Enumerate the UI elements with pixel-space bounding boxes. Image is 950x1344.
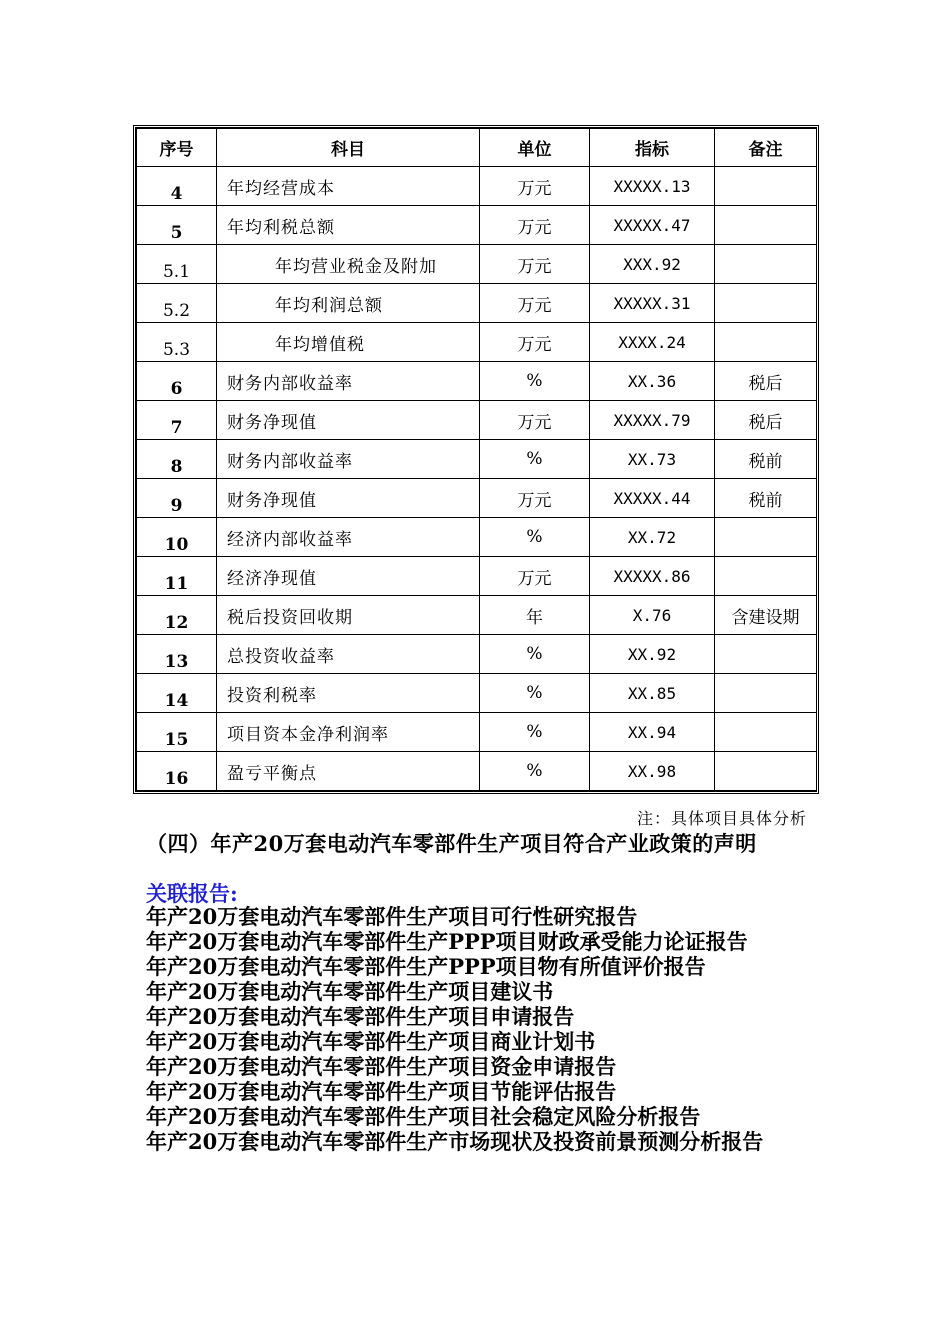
row-value: XX.85 bbox=[590, 674, 715, 713]
row-note bbox=[715, 518, 817, 557]
row-unit: 万元 bbox=[480, 167, 590, 206]
table-row bbox=[137, 557, 817, 596]
row-note: 税后 bbox=[715, 362, 817, 401]
table-row bbox=[137, 167, 817, 206]
row-unit: 万元 bbox=[480, 401, 590, 440]
row-note: 税后 bbox=[715, 401, 817, 440]
row-value: XXX.92 bbox=[590, 245, 715, 284]
row-item-name: 经济内部收益率 bbox=[217, 518, 480, 557]
row-value: XX.94 bbox=[590, 713, 715, 752]
row-unit: 年 bbox=[480, 596, 590, 635]
row-note bbox=[715, 323, 817, 362]
table-header-row bbox=[137, 129, 817, 167]
row-unit: % bbox=[480, 518, 590, 557]
row-value: XX.98 bbox=[590, 752, 715, 791]
row-seq: 6 bbox=[137, 362, 217, 401]
row-unit: % bbox=[480, 674, 590, 713]
related-report-link[interactable]: 年产20万套电动汽车零部件生产PPP项目财政承受能力论证报告 bbox=[146, 929, 748, 954]
related-reports-list bbox=[146, 904, 811, 1154]
row-note bbox=[715, 557, 817, 596]
table-row bbox=[137, 479, 817, 518]
row-item-name: 总投资收益率 bbox=[217, 635, 480, 674]
row-item-name: 财务净现值 bbox=[217, 479, 480, 518]
row-item-name: 经济净现值 bbox=[217, 557, 480, 596]
indicator-table-frame bbox=[133, 125, 819, 794]
row-note: 税前 bbox=[715, 440, 817, 479]
row-seq: 11 bbox=[137, 557, 217, 596]
row-item-name: 盈亏平衡点 bbox=[217, 752, 480, 791]
row-value: XX.36 bbox=[590, 362, 715, 401]
row-seq: 5.3 bbox=[137, 323, 217, 362]
header-value: 指标 bbox=[590, 129, 715, 167]
table-row bbox=[137, 401, 817, 440]
row-seq: 5.2 bbox=[137, 284, 217, 323]
row-value: XX.92 bbox=[590, 635, 715, 674]
table-row bbox=[137, 284, 817, 323]
related-reports-title: 关联报告: bbox=[146, 881, 238, 906]
row-value: XXXXX.31 bbox=[590, 284, 715, 323]
table-row bbox=[137, 596, 817, 635]
table-row bbox=[137, 713, 817, 752]
table-body bbox=[137, 167, 817, 791]
row-value: XXXXX.86 bbox=[590, 557, 715, 596]
row-unit: 万元 bbox=[480, 323, 590, 362]
row-seq: 4 bbox=[137, 167, 217, 206]
row-value: XXXXX.44 bbox=[590, 479, 715, 518]
related-report-link[interactable]: 年产20万套电动汽车零部件生产项目申请报告 bbox=[146, 1004, 575, 1029]
section-heading: （四）年产20万套电动汽车零部件生产项目符合产业政策的声明 bbox=[146, 831, 757, 856]
related-report-link[interactable]: 年产20万套电动汽车零部件生产项目节能评估报告 bbox=[146, 1079, 617, 1104]
row-seq: 8 bbox=[137, 440, 217, 479]
row-item-name: 财务净现值 bbox=[217, 401, 480, 440]
row-value: XX.73 bbox=[590, 440, 715, 479]
table-row bbox=[137, 206, 817, 245]
row-item-name: 项目资本金净利润率 bbox=[217, 713, 480, 752]
header-unit: 单位 bbox=[480, 129, 590, 167]
row-unit: 万元 bbox=[480, 245, 590, 284]
row-seq: 9 bbox=[137, 479, 217, 518]
row-item-name: 年均营业税金及附加 bbox=[217, 245, 480, 284]
row-note: 税前 bbox=[715, 479, 817, 518]
row-value: XXXXX.79 bbox=[590, 401, 715, 440]
row-seq: 10 bbox=[137, 518, 217, 557]
table-row bbox=[137, 752, 817, 791]
header-seq: 序号 bbox=[137, 129, 217, 167]
row-note: 含建设期 bbox=[715, 596, 817, 635]
related-report-link[interactable]: 年产20万套电动汽车零部件生产项目可行性研究报告 bbox=[146, 904, 638, 929]
table-row bbox=[137, 245, 817, 284]
row-unit: % bbox=[480, 752, 590, 791]
row-item-name: 年均利润总额 bbox=[217, 284, 480, 323]
table-note: 注：具体项目具体分析 bbox=[636, 809, 807, 828]
indicator-table bbox=[136, 128, 817, 791]
row-unit: % bbox=[480, 362, 590, 401]
row-unit: 万元 bbox=[480, 284, 590, 323]
row-item-name: 投资利税率 bbox=[217, 674, 480, 713]
row-item-name: 年均经营成本 bbox=[217, 167, 480, 206]
row-value: XXXXX.13 bbox=[590, 167, 715, 206]
table-row bbox=[137, 440, 817, 479]
row-seq: 13 bbox=[137, 635, 217, 674]
row-note bbox=[715, 245, 817, 284]
related-report-link[interactable]: 年产20万套电动汽车零部件生产项目建议书 bbox=[146, 979, 554, 1004]
row-note bbox=[715, 284, 817, 323]
related-report-link[interactable]: 年产20万套电动汽车零部件生产项目社会稳定风险分析报告 bbox=[146, 1104, 701, 1129]
row-item-name: 年均增值税 bbox=[217, 323, 480, 362]
row-seq: 7 bbox=[137, 401, 217, 440]
row-note bbox=[715, 674, 817, 713]
table-row bbox=[137, 323, 817, 362]
row-unit: % bbox=[480, 713, 590, 752]
related-report-link[interactable]: 年产20万套电动汽车零部件生产PPP项目物有所值评价报告 bbox=[146, 954, 706, 979]
row-unit: 万元 bbox=[480, 557, 590, 596]
row-note bbox=[715, 752, 817, 791]
row-unit: % bbox=[480, 635, 590, 674]
row-item-name: 财务内部收益率 bbox=[217, 440, 480, 479]
row-seq: 5.1 bbox=[137, 245, 217, 284]
row-seq: 5 bbox=[137, 206, 217, 245]
row-unit: % bbox=[480, 440, 590, 479]
row-seq: 12 bbox=[137, 596, 217, 635]
row-unit: 万元 bbox=[480, 206, 590, 245]
table-row bbox=[137, 362, 817, 401]
row-note bbox=[715, 635, 817, 674]
table-row bbox=[137, 518, 817, 557]
related-report-link[interactable]: 年产20万套电动汽车零部件生产项目资金申请报告 bbox=[146, 1054, 617, 1079]
related-report-link[interactable]: 年产20万套电动汽车零部件生产市场现状及投资前景预测分析报告 bbox=[146, 1129, 764, 1154]
row-value: XXXX.24 bbox=[590, 323, 715, 362]
row-seq: 16 bbox=[137, 752, 217, 791]
row-seq: 15 bbox=[137, 713, 217, 752]
row-note bbox=[715, 167, 817, 206]
row-seq: 14 bbox=[137, 674, 217, 713]
row-unit: 万元 bbox=[480, 479, 590, 518]
row-note bbox=[715, 206, 817, 245]
row-value: XX.72 bbox=[590, 518, 715, 557]
row-value: X.76 bbox=[590, 596, 715, 635]
row-note bbox=[715, 713, 817, 752]
related-report-link[interactable]: 年产20万套电动汽车零部件生产项目商业计划书 bbox=[146, 1029, 596, 1054]
row-item-name: 税后投资回收期 bbox=[217, 596, 480, 635]
row-item-name: 财务内部收益率 bbox=[217, 362, 480, 401]
header-note: 备注 bbox=[715, 129, 817, 167]
table-row bbox=[137, 635, 817, 674]
table-row bbox=[137, 674, 817, 713]
row-item-name: 年均利税总额 bbox=[217, 206, 480, 245]
row-value: XXXXX.47 bbox=[590, 206, 715, 245]
header-item: 科目 bbox=[217, 129, 480, 167]
